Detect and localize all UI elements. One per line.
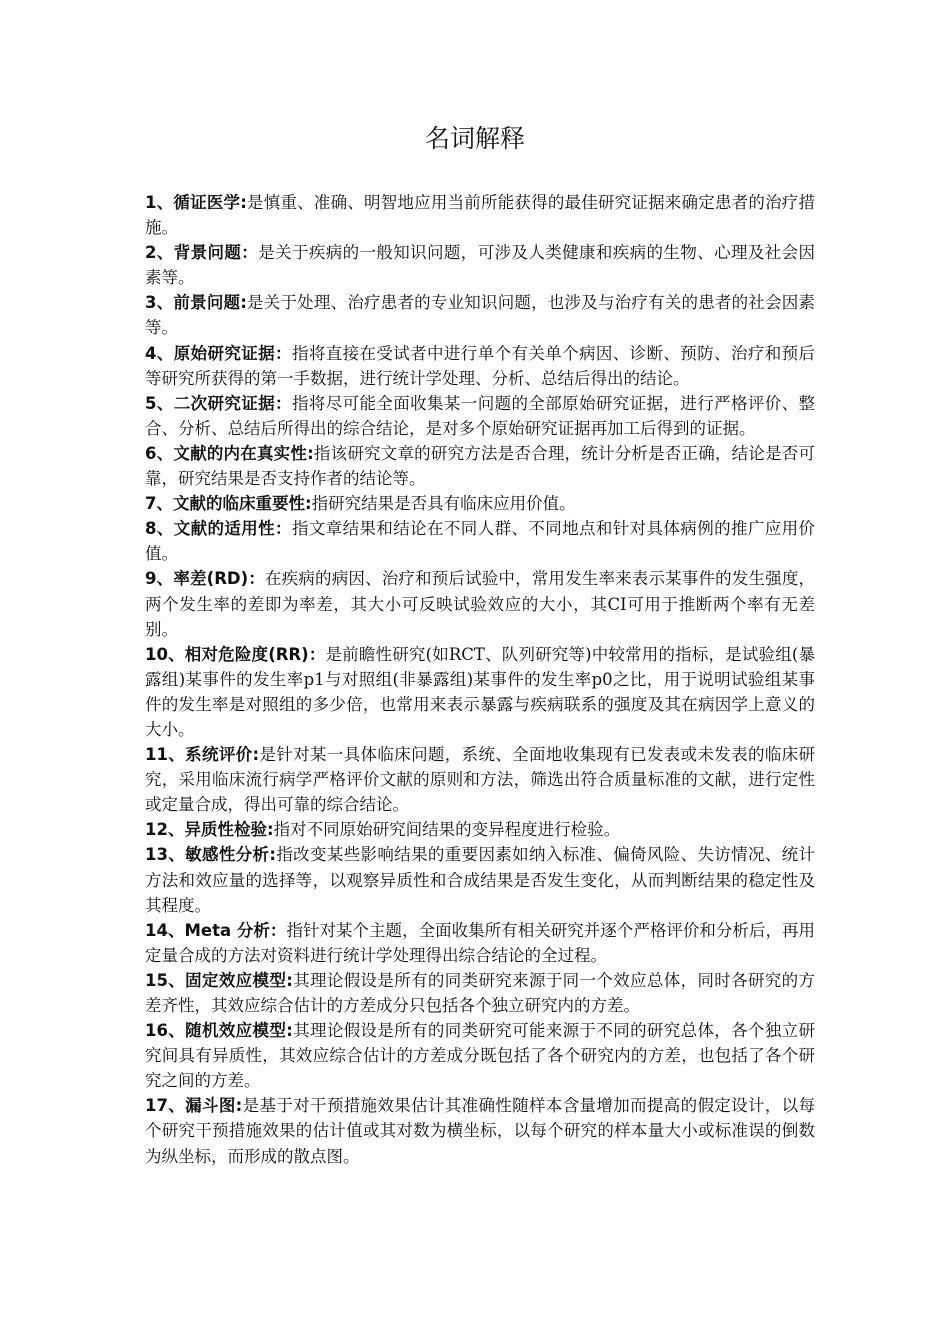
term-definition: 指研究结果是否具有临床应用价值。 (311, 494, 576, 514)
page-title: 名词解释 (424, 124, 525, 153)
term-entry (145, 817, 815, 842)
term-definition: 其理论假设是所有的同类研究可能来源于不同的研究总体，各个独立研究间具有异质性，其效应综合估计的方差成分既包括了各个研究内的方差，也包括了各个研究之间的方差。 (145, 1021, 816, 1091)
term-entry (145, 391, 815, 441)
term-label: 13、敏感性分析: (145, 845, 276, 865)
term-definition: 是慎重、准确、明智地应用当前所能获得的最佳研究证据来确定患者的治疗措施。 (145, 193, 815, 238)
term-entry (145, 1093, 815, 1168)
term-label: 11、系统评价: (145, 745, 260, 765)
term-entry (145, 290, 815, 340)
term-label: 12、异质性检验: (145, 820, 274, 840)
term-definition: 指该研究文章的研究方法是否合理，统计分析是否正确，结论是否可靠，研究结果是否支持作者的结论等。 (145, 443, 815, 489)
term-label: 7、文献的临床重要性: (145, 494, 312, 514)
term-label: 6、文献的内在真实性: (145, 443, 314, 463)
term-label: 8、文献的适用性： (145, 519, 292, 539)
term-entry (145, 441, 815, 491)
term-entry (145, 642, 815, 742)
term-list (145, 190, 815, 1169)
term-label: 4、原始研究证据： (145, 343, 292, 363)
term-label: 1、循证医学: (145, 193, 247, 212)
term-entry (145, 516, 815, 566)
term-definition: 是前瞻性研究(如RCT、队列研究等)中较常用的指标，是试验组(暴露组)某事件的发生率p1与对照组(非暴露组)某事件的发生率p0之比，用于说明试验组某事件的发生率是对照组的多少倍，也常用来表示暴露与疾病联系的强度及其在病因学上意义的大小。 (145, 644, 815, 739)
term-entry (145, 1018, 815, 1093)
term-label: 5、二次研究证据： (145, 393, 292, 413)
term-label: 16、随机效应模型: (145, 1021, 293, 1041)
term-definition: 指将直接在受试者中进行单个有关单个病因、诊断、预防、治疗和预后等研究所获得的第一手数据，进行统计学处理、分析、总结后得出的结论。 (145, 343, 816, 388)
term-entry (145, 918, 815, 968)
term-definition: 指对不同原始研究间结果的变异程度进行检验。 (273, 820, 621, 840)
term-definition: 是关于处理、治疗患者的专业知识问题，也涉及与治疗有关的患者的社会因素等。 (145, 293, 815, 338)
term-definition: 指将尽可能全面收集某一问题的全部原始研究证据，进行严格评价、整合、分析、总结后所得出的综合结论，是对多个原始研究证据再加工后得到的证据。 (145, 393, 816, 438)
term-label: 15、固定效应模型: (145, 970, 293, 990)
term-definition: 其理论假设是所有的同类研究来源于同一个效应总体，同时各研究的方差齐性，其效应综合估计的方差成分只包括各个独立研究内的方差。 (145, 970, 816, 1015)
term-definition: 是关于疾病的一般知识问题，可涉及人类健康和疾病的生物、心理及社会因素等。 (145, 243, 816, 288)
term-definition: 是针对某一具体临床问题，系统、全面地收集现有已发表或未发表的临床研究，采用临床流行病学严格评价文献的原则和方法，筛选出符合质量标准的文献，进行定性或定量合成，得出可靠的综合结论。 (145, 745, 816, 815)
term-entry (145, 566, 815, 641)
term-entry (145, 190, 815, 240)
term-label: 17、漏斗图: (145, 1096, 243, 1116)
term-label: 2、背景问题： (145, 243, 259, 263)
term-definition: 在疾病的病因、治疗和预后试验中，常用发生率来表示某事件的发生强度，两个发生率的差即为率差，其大小可反映试验效应的大小，其CI可用于推断两个率有无差别。 (145, 569, 815, 639)
term-label: 14、Meta 分析： (145, 920, 287, 940)
term-entry (145, 491, 815, 516)
term-label: 3、前景问题: (145, 293, 247, 313)
term-entry (145, 842, 815, 917)
term-definition: 指文章结果和结论在不同人群、不同地点和针对具体病例的推广应用价值。 (145, 519, 816, 564)
term-entry (145, 742, 815, 817)
term-entry (145, 240, 815, 290)
term-definition: 指改变某些影响结果的重要因素如纳入标准、偏倚风险、失访情况、统计方法和效应量的选择等，以观察异质性和合成结果是否发生变化，从而判断结果的稳定性及其程度。 (145, 845, 816, 915)
term-label: 10、相对危险度(RR)： (145, 644, 326, 664)
term-definition: 指针对某个主题，全面收集所有相关研究并逐个严格评价和分析后，再用定量合成的方法对资料进行统计学处理得出综合结论的全过程。 (145, 920, 816, 965)
term-label: 9、率差(RD)： (145, 569, 265, 589)
term-entry (145, 341, 815, 391)
term-entry (145, 968, 815, 1018)
term-definition: 是基于对干预措施效果估计其准确性随样本含量增加而提高的假定设计，以每个研究干预措施效果的估计值或其对数为横坐标，以每个研究的样本量大小或标准误的倒数为纵坐标，而形成的散点图。 (145, 1096, 816, 1166)
